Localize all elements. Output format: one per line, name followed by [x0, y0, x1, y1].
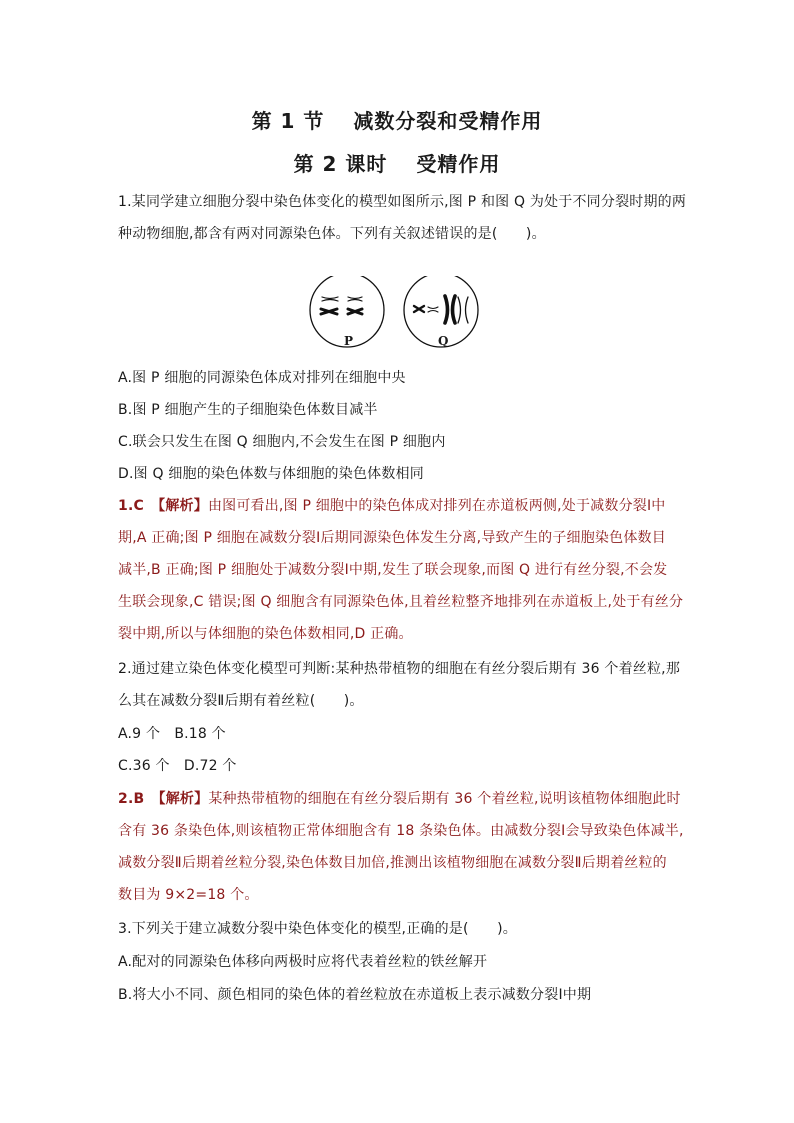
- a2-line-4: 数目为 9×2=18 个。: [118, 887, 259, 903]
- q2-stem-line-2: 么其在减数分裂Ⅱ后期有着丝粒( )。: [118, 693, 364, 709]
- a1-line-5: 裂中期,所以与体细胞的染色体数相同,D 正确。: [118, 626, 413, 642]
- a2-line-2: 含有 36 条染色体,则该植物正常体细胞含有 18 条染色体。由减数分裂Ⅰ会导致染色体减半,: [118, 823, 684, 839]
- a1-line-4: 生联会现象,C 错误;图 Q 细胞含有同源染色体,且着丝粒整齐地排列在赤道板上,处于有丝分: [118, 594, 684, 610]
- a1-prefix: 1.C 【解析】: [118, 498, 208, 514]
- q2-options-cd: C.36 个 D.72 个: [118, 758, 237, 774]
- cell-diagram-svg: [300, 276, 500, 356]
- cell-diagram: [300, 276, 500, 356]
- q1-stem-line-2: 种动物细胞,都含有两对同源染色体。下列有关叙述错误的是( )。: [118, 226, 546, 242]
- lesson-title: 第 2 课时 受精作用: [293, 152, 501, 176]
- q2-stem-line-1: 2.通过建立染色体变化模型可判断:某种热带植物的细胞在有丝分裂后期有 36 个着丝粒,那: [118, 661, 681, 677]
- q1-option-d: D.图 Q 细胞的染色体数与体细胞的染色体数相同: [118, 466, 424, 482]
- q1-option-c: C.联会只发生在图 Q 细胞内,不会发生在图 P 细胞内: [118, 434, 446, 450]
- q1-option-a: A.图 P 细胞的同源染色体成对排列在细胞中央: [118, 370, 406, 386]
- a2-line-1-text: 某种热带植物的细胞在有丝分裂后期有 36 个着丝粒,说明该植物体细胞此时: [208, 791, 681, 807]
- q2-options-ab: A.9 个 B.18 个: [118, 726, 226, 742]
- figure-label-q: Q: [438, 334, 449, 348]
- a1-line-3: 减半,B 正确;图 P 细胞处于减数分裂Ⅰ中期,发生了联会现象,而图 Q 进行有丝分裂,不会发: [118, 562, 668, 578]
- section-title: 第 1 节 减数分裂和受精作用: [251, 109, 543, 133]
- q3-stem: 3.下列关于建立减数分裂中染色体变化的模型,正确的是( )。: [118, 921, 517, 937]
- a2-prefix: 2.B 【解析】: [118, 791, 209, 807]
- q1-stem-line-1: 1.某同学建立细胞分裂中染色体变化的模型如图所示,图 P 和图 Q 为处于不同分裂时期的两: [118, 194, 687, 210]
- a1-line-1-text: 由图可看出,图 P 细胞中的染色体成对排列在赤道板两侧,处于减数分裂Ⅰ中: [207, 498, 666, 514]
- figure-label-p: P: [344, 334, 354, 348]
- a2-line-1: [118, 788, 688, 808]
- a2-line-3: 减数分裂Ⅱ后期着丝粒分裂,染色体数目加倍,推测出该植物细胞在减数分裂Ⅱ后期着丝粒的: [118, 855, 667, 871]
- q3-option-a: A.配对的同源染色体移向两极时应将代表着丝粒的铁丝解开: [118, 954, 488, 970]
- cell-p-chromosomes: [321, 297, 362, 314]
- a1-line-2: 期,A 正确;图 P 细胞在减数分裂Ⅰ后期同源染色体发生分离,导致产生的子细胞染色体数目: [118, 530, 666, 546]
- q3-option-b: B.将大小不同、颜色相同的染色体的着丝粒放在赤道板上表示减数分裂Ⅰ中期: [118, 987, 592, 1003]
- cell-q-chromosomes: [414, 296, 468, 323]
- a1-line-1: [118, 495, 688, 515]
- q1-option-b: B.图 P 细胞产生的子细胞染色体数目减半: [118, 402, 378, 418]
